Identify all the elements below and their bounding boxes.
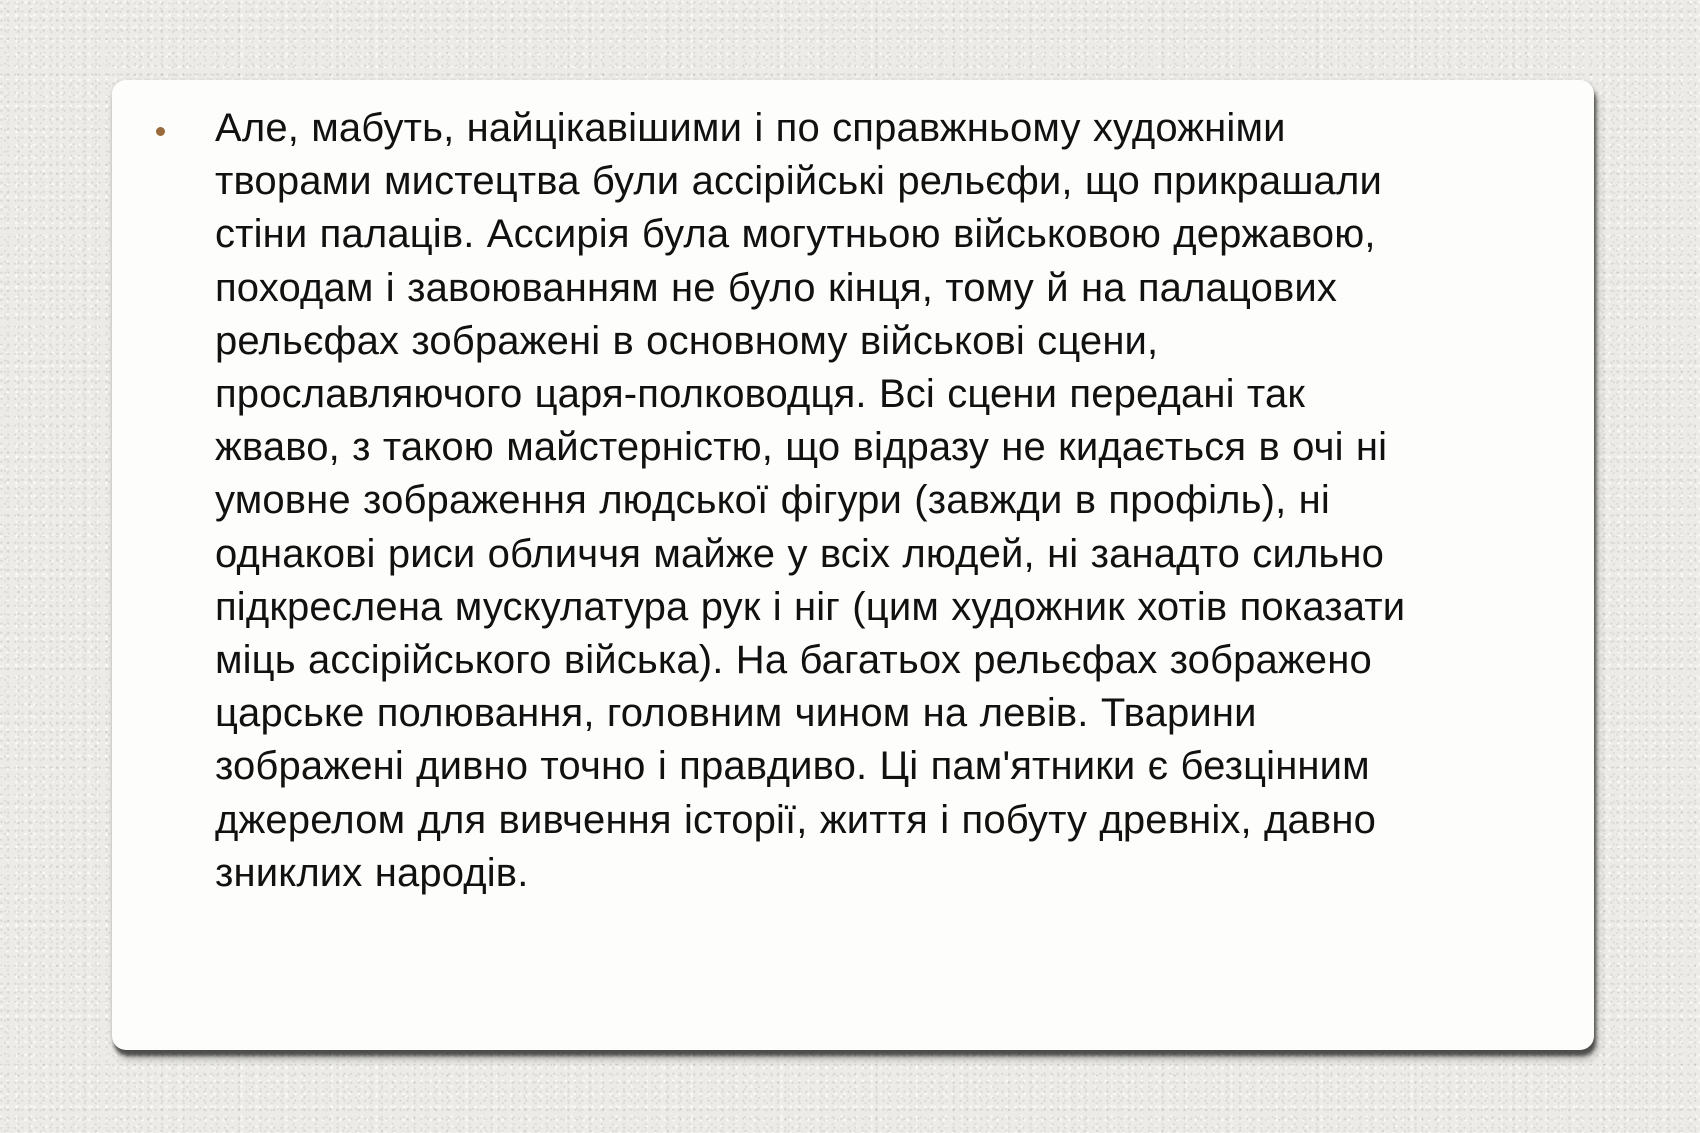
- paragraph-line: міць ассірійського війська). На багатьох рельєфах зображено: [215, 638, 1372, 683]
- slide-content-card: [112, 80, 1594, 1050]
- paragraph-line: зниклих народів.: [215, 850, 529, 895]
- paragraph-line: Але, мабуть, найцікавішими і по справжньому художніми: [215, 106, 1286, 150]
- paragraph-line: прославляючого царя-полководця. Всі сцени передані так: [215, 372, 1305, 417]
- paragraph-line: творами мистецтва були ассірійські рельєфи, що прикрашали: [215, 159, 1382, 204]
- paragraph-line: зображені дивно точно і правдиво. Ці пам'ятники є безцінним: [215, 744, 1370, 789]
- paragraph-line: походам і завоюванням не було кінця, тому й на палацових: [215, 265, 1338, 310]
- paragraph-line: підкреслена мускулатура рук і ніг (цим художник хотів показати: [215, 584, 1406, 629]
- paragraph-line: однакові риси обличчя майже у всіх людей, ні занадто сильно: [215, 531, 1385, 576]
- paragraph-line: жваво, з такою майстерністю, що відразу не кидається в очі ні: [215, 425, 1388, 470]
- body-paragraph: [215, 102, 1535, 900]
- paragraph-line: рельєфах зображені в основному військові сцени,: [215, 318, 1159, 363]
- paragraph-line: джерелом для вивчення історії, життя і побуту древніх, давно: [215, 797, 1376, 842]
- paragraph-line: царське полювання, головним чином на левів. Тварини: [215, 691, 1257, 736]
- paragraph-line: стіни палаців. Ассирія була могутньою військовою державою,: [215, 212, 1376, 257]
- paragraph-line: умовне зображення людської фігури (завжди в профіль), ні: [215, 478, 1330, 523]
- bullet-marker-icon: [156, 127, 165, 136]
